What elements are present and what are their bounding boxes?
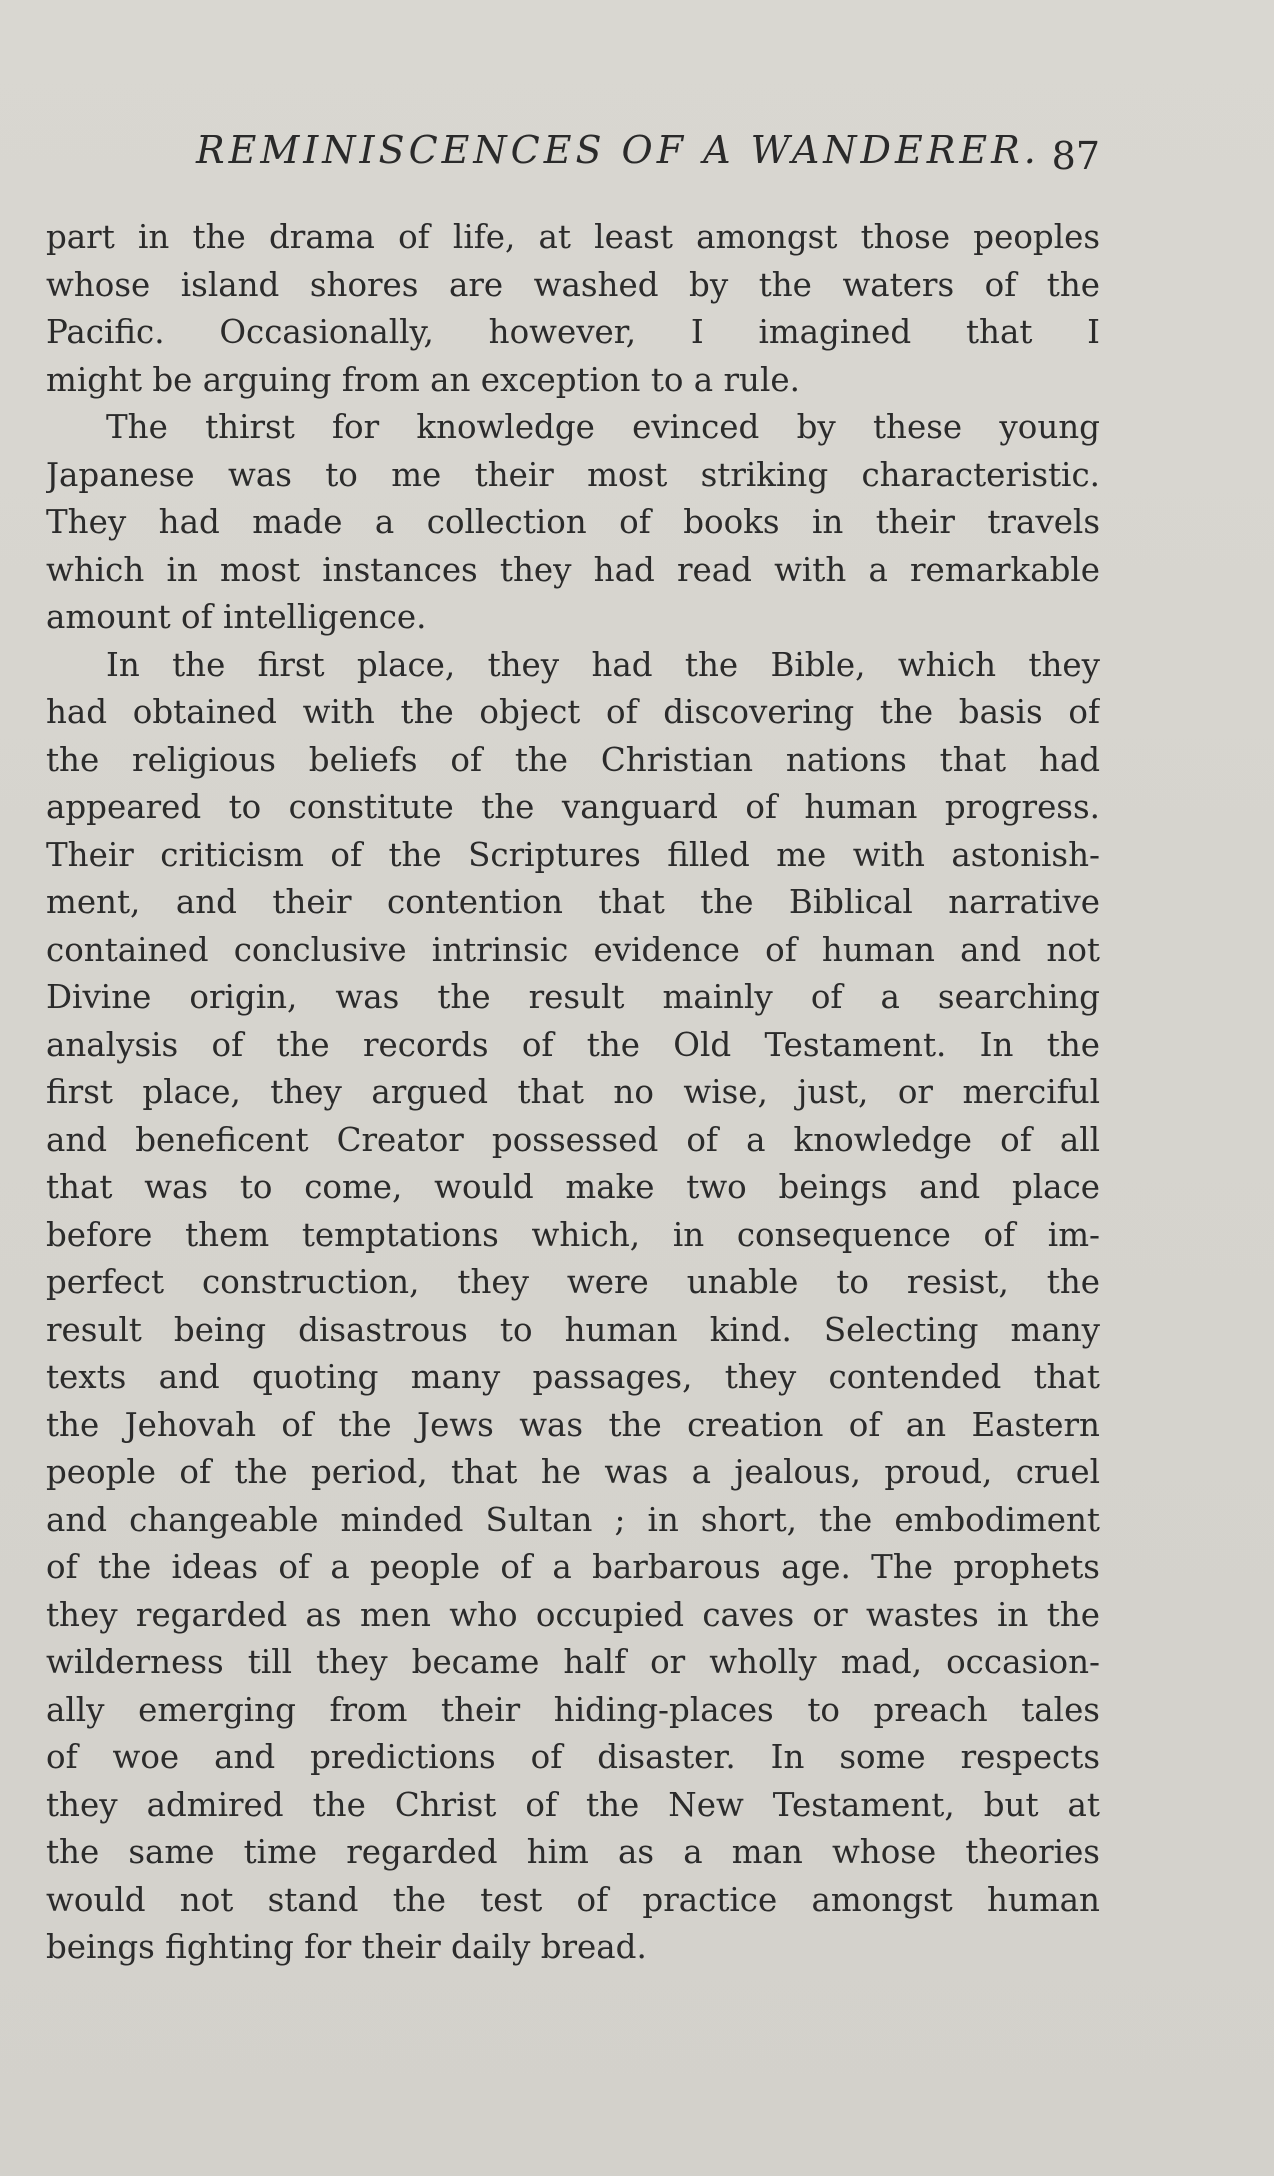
text-line: had obtained with the object of discovering the basis of: [46, 693, 1100, 731]
body-text: [46, 214, 1100, 1972]
text-line: that was to come, would make two beings and place: [46, 1168, 1100, 1206]
text-line: ment, and their contention that the Biblical narrative: [46, 883, 1100, 921]
text-line: perfect construction, they were unable to resist, the: [46, 1263, 1100, 1301]
text-line: The thirst for knowledge evinced by these young: [106, 408, 1100, 446]
text-line: part in the drama of life, at least amongst those peoples: [46, 218, 1100, 256]
text-line: They had made a collection of books in their travels: [46, 503, 1100, 541]
text-line: the same time regarded him as a man whose theories: [46, 1833, 1100, 1871]
paragraph-2: [46, 404, 1100, 642]
text-line: people of the period, that he was a jealous, proud, cruel: [46, 1453, 1100, 1491]
text-line: Their criticism of the Scriptures filled me with astonish-: [46, 835, 1100, 874]
text-line: first place, they argued that no wise, just, or merciful: [46, 1073, 1100, 1111]
text-line: and beneficent Creator possessed of a knowledge of all: [46, 1120, 1100, 1159]
text-line: whose island shores are washed by the waters of the: [46, 265, 1100, 304]
text-line: of woe and predictions of disaster. In some respects: [46, 1738, 1100, 1776]
text-line: appeared to constitute the vanguard of human progress.: [46, 788, 1100, 826]
text-line: Japanese was to me their most striking characteristic.: [46, 455, 1100, 494]
text-line: result being disastrous to human kind. Selecting many: [46, 1310, 1100, 1349]
text-line: Pacific. Occasionally, however, I imagined that I: [46, 313, 1100, 351]
running-title: REMINISCENCES OF A WANDERER.: [196, 128, 1040, 172]
text-line: would not stand the test of practice amongst human: [46, 1880, 1100, 1919]
text-line: texts and quoting many passages, they contended that: [46, 1358, 1100, 1396]
text-line: Divine origin, was the result mainly of a searching: [46, 978, 1100, 1016]
paragraph-3: [46, 642, 1100, 1972]
text-line: analysis of the records of the Old Testament. In the: [46, 1025, 1100, 1064]
text-line: which in most instances they had read with a remarkable: [46, 550, 1100, 589]
page-number: 87: [1051, 134, 1100, 178]
text-line: before them temptations which, in consequence of im-: [46, 1215, 1100, 1254]
text-line: and changeable minded Sultan ; in short, the embodiment: [46, 1500, 1100, 1539]
paragraph-1: [46, 214, 1100, 404]
text-line: wilderness till they became half or wholly mad, occasion-: [46, 1643, 1100, 1681]
text-line: ally emerging from their hiding-places to preach tales: [46, 1690, 1100, 1729]
text-line: the Jehovah of the Jews was the creation of an Eastern: [46, 1405, 1100, 1444]
text-line: they admired the Christ of the New Testament, but at: [46, 1785, 1100, 1824]
text-line: beings fighting for their daily bread.: [46, 1928, 647, 1966]
text-line: might be arguing from an exception to a rule.: [46, 360, 800, 399]
text-line: contained conclusive intrinsic evidence of human and not: [46, 930, 1100, 969]
text-line: amount of intelligence.: [46, 598, 427, 636]
running-head: [46, 128, 1100, 188]
text-line: the religious beliefs of the Christian nations that had: [46, 740, 1100, 779]
text-line: In the first place, they had the Bible, which they: [106, 645, 1100, 684]
text-line: of the ideas of a people of a barbarous age. The prophets: [46, 1548, 1100, 1586]
text-line: they regarded as men who occupied caves or wastes in the: [46, 1595, 1100, 1634]
